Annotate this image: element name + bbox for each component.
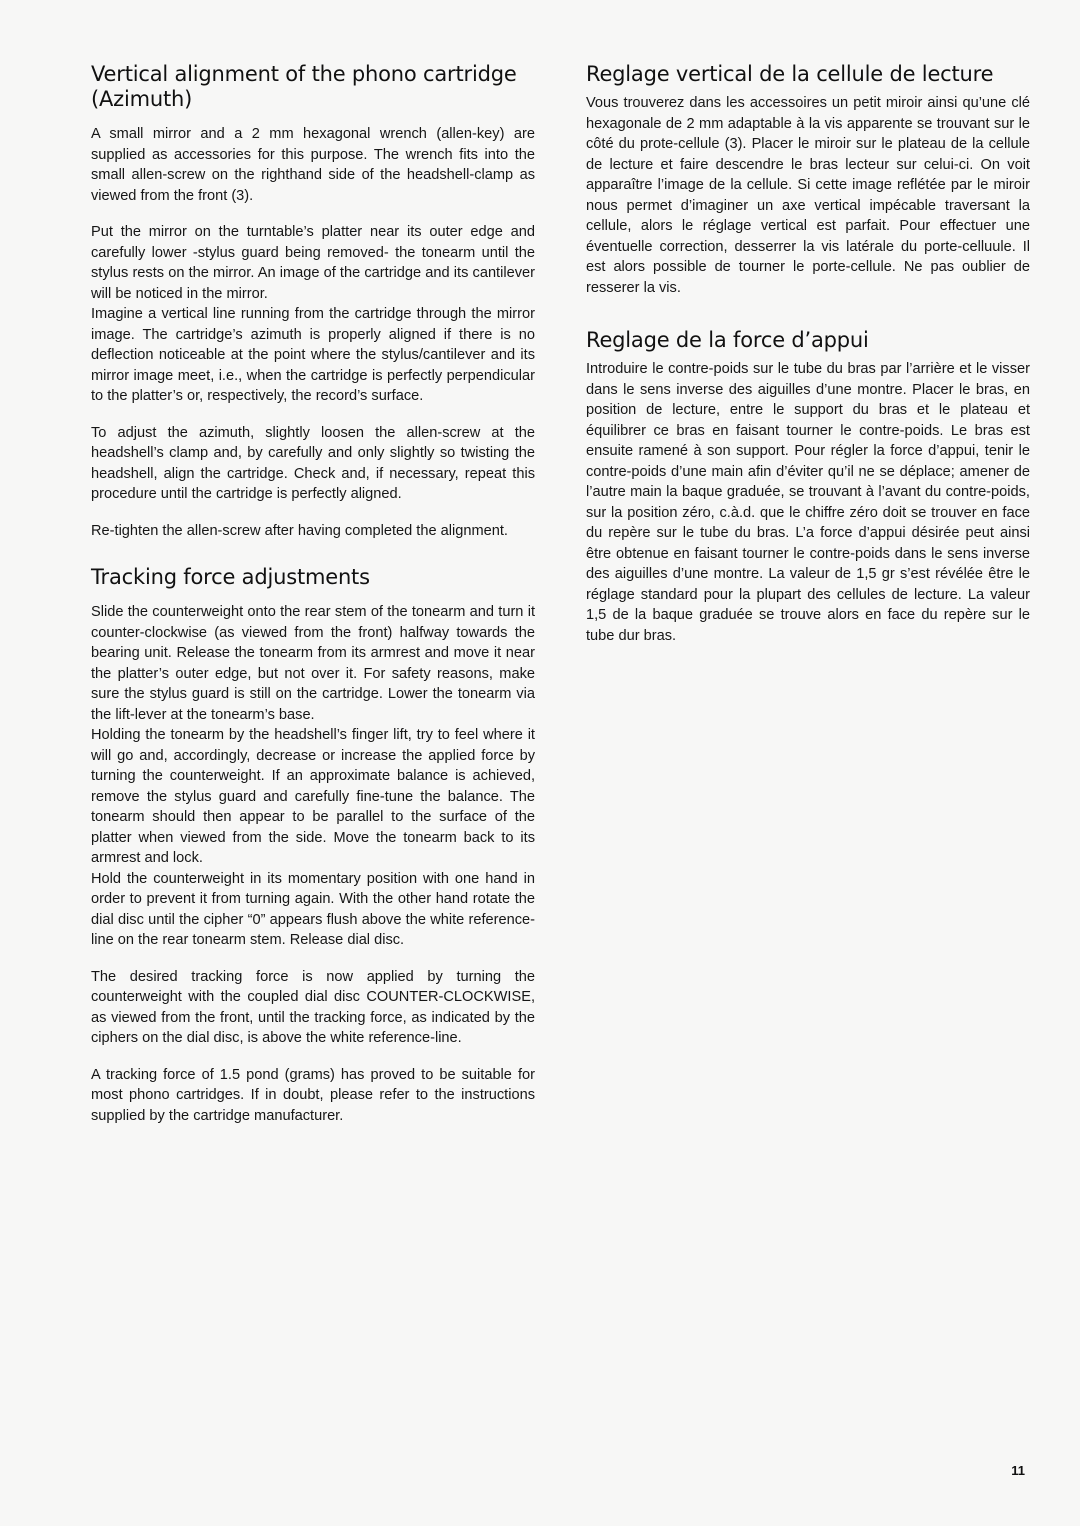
heading-tracking-force: Tracking force adjustments bbox=[91, 565, 370, 589]
paragraph: Put the mirror on the turntable’s platter near its outer edge and carefully lower -stylus guard being removed- the tonearm until the stylus rests on the mirror. An image of the cartridge and its cantilever will be noticed in the mirror. bbox=[91, 224, 535, 302]
heading-reglage-vertical: Reglage vertical de la cellule de lecture bbox=[586, 62, 994, 86]
paragraph: Vous trouverez dans les accessoires un petit miroir ainsi qu’une clé hexagonale de 2 mm adaptable à la vis apparente se trouvant sur le côté du prote-cellule (3). Placer le miroir sur le plateau de la cellule de lecture et faire descendre le bras lecteur sur celui-ci. On voit apparaître l’image de la cellule. Si cette image reflétée par le miroir nous permet d’imaginer un axe vertical impécable traversant la cellule, alors le réglage vertical est parfait. Pour effectuer une éventuelle correction, desserrer la vis latérale du porte-celluule. Il est alors possible de tourner le porte-cellule. Ne pas oublier de resserer la vis. bbox=[586, 95, 1030, 296]
heading-azimuth: Vertical alignment of the phono cartridge (Azimuth) bbox=[91, 62, 517, 111]
paragraph: A tracking force of 1.5 pond (grams) has proved to be suitable for most phono cartridges. If in doubt, please refer to the instructions supplied by the cartridge manufacturer. bbox=[91, 1066, 535, 1124]
section-force-appui bbox=[586, 328, 1030, 646]
paragraph: Slide the counterweight onto the rear stem of the tonearm and turn it counter-clockwise (as viewed from the front) halfway towards the bearing unit. Release the tonearm from its armrest and move it near the platter’s outer edge, but not over it. For safety reasons, make sure the stylus guard is still on the cartridge. Lower the tonearm via the lift-lever at the tonearm’s base. bbox=[91, 604, 535, 723]
section-tracking-force bbox=[91, 565, 535, 1126]
paragraph: To adjust the azimuth, slightly loosen the allen-screw at the headshell’s clamp and, by carefully and only slightly so twisting the headshell, align the cartridge. Check and, if necessary, repeat this procedure until the cartridge is perfectly aligned. bbox=[91, 424, 535, 502]
paragraph: Imagine a vertical line running from the cartridge through the mirror image. The cartridge’s azimuth is properly aligned if there is no deflection noticeable at the point where the stylus/cantilever and its mirror image meet, i.e., when the cartridge is perfectly perpendicular to the platter’s or, respectively, the record’s surface. bbox=[91, 306, 535, 404]
page-number: 11 bbox=[1011, 1463, 1025, 1478]
paragraph: Introduire le contre-poids sur le tube du bras par l’arrière et le visser dans le sens inverse des aiguilles d’une montre. Placer le bras, en position de lecture, entre le support du bras et le plateau et équilibrer ce bras en faisant tourner le contre-poids. Le bras est ensuite ramené à son support. Pour régler la force d’appui, tenir le contre-poids d’une main afin d’éviter qu’il ne se déplace; amener de l’autre main la baque graduée, se trouvant à l’avant du contre-poids, sur la position zéro, c.à.d. que le chiffre zéro doit se trouver en face du repère sur le tube du bras. L’a force d’appui désirée peut ainsi être obtenue en faisant tourner le contre-poids dans le sens inverse des aiguilles d’une montre. La valeur de 1,5 gr s’est révélée être le réglage standard pour la plupart des cellules de lecture. La valeur 1,5 de la baque graduée se trouve alors en face du repère sur le tube dur bras. bbox=[586, 361, 1030, 644]
paragraph: The desired tracking force is now applied by turning the counterweight with the coupled dial disc COUNTER-CLOCKWISE, as viewed from the front, until the tracking force, as indicated by the ciphers on the dial disc, is above the white reference-line. bbox=[91, 968, 535, 1046]
heading-force-appui: Reglage de la force d’appui bbox=[586, 328, 869, 352]
paragraph: Re-tighten the allen-screw after having completed the alignment. bbox=[91, 522, 508, 539]
french-column bbox=[586, 62, 1030, 646]
paragraph: Hold the counterweight in its momentary position with one hand in order to prevent it from turning again. With the other hand rotate the dial disc until the cipher “0” appears flush above the white reference-line on the rear tonearm stem. Release dial disc. bbox=[91, 870, 535, 948]
section-reglage-vertical bbox=[586, 62, 1030, 298]
section-azimuth bbox=[91, 62, 535, 541]
paragraph: A small mirror and a 2 mm hexagonal wrench (allen-key) are supplied as accessories for this purpose. The wrench fits into the small allen-screw on the righthand side of the headshell-clamp as viewed from the front (3). bbox=[91, 126, 535, 204]
paragraph: Holding the tonearm by the headshell’s finger lift, try to feel where it will go and, accordingly, decrease or increase the applied force by turning the counterweight. If an approximate balance is achieved, remove the stylus guard and carefully fine-tune the balance. The tonearm should then appear to be parallel to the surface of the platter when viewed from the side. Move the tonearm back to its armrest and lock. bbox=[91, 727, 535, 866]
english-column bbox=[91, 62, 535, 1126]
